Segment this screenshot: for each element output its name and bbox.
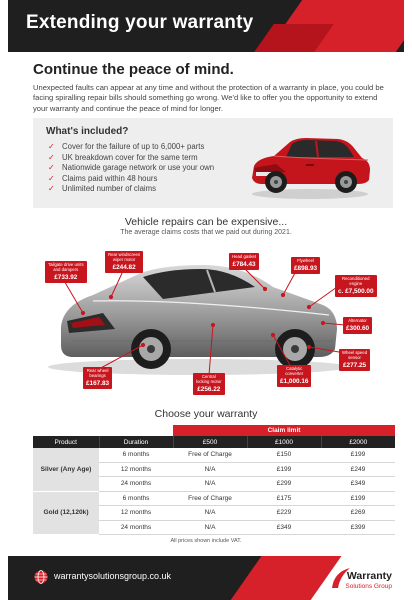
repair-cost-tag: Alternator £300.60 [343, 317, 372, 334]
list-item: ✓ Claims paid within 48 hours [48, 173, 158, 183]
table-row: 12 months N/A £199 £249 [33, 462, 395, 477]
table-row: 24 months N/A £349 £399 [33, 520, 395, 535]
page-title: Extending your warranty [26, 12, 254, 33]
repairs-heading: Vehicle repairs can be expensive... [124, 216, 288, 228]
repair-cost-tag: Reconditioned engine c. £7,500.00 [335, 275, 377, 297]
globe-icon [34, 570, 48, 584]
table-row: 24 months N/A £299 £349 [33, 477, 395, 492]
column-header: £500 [173, 436, 247, 448]
warranty-price-table [33, 425, 395, 535]
repair-cost-tag: Rear windscreen wiper motor £244.82 [105, 251, 143, 273]
logo-text: Warranty [346, 570, 392, 582]
included-title: What's included? [46, 126, 129, 137]
claim-limit-header: Claim limit [173, 425, 395, 436]
repair-cost-tag: Tailgate drive units and dampers £733.92 [45, 261, 87, 283]
list-item: ✓ Unlimited number of claims [48, 184, 157, 194]
repair-cost-tag: Rear wheel bearings £167.83 [83, 367, 112, 389]
included-list [48, 142, 214, 195]
check-icon: ✓ [48, 152, 55, 162]
check-icon: ✓ [48, 173, 55, 183]
product-cell: Gold (12,120k) [33, 491, 99, 535]
list-item: ✓ UK breakdown cover for the same term [48, 152, 198, 162]
repair-costs-diagram [33, 245, 393, 403]
website-link[interactable]: warrantysolutionsgroup.co.uk [54, 571, 172, 581]
check-icon: ✓ [48, 163, 55, 173]
product-cell: Silver (Any Age) [33, 448, 99, 491]
repair-cost-tag: Head gasket £784.43 [229, 253, 259, 270]
repair-cost-tag: Central locking motor £256.22 [193, 373, 225, 395]
list-item: ✓ Nationwide garage network or use your own [48, 163, 215, 173]
column-header: Duration [99, 436, 173, 448]
vat-note: All prices shown include VAT. [170, 538, 242, 544]
claim-limit-row [33, 425, 395, 436]
red-suv-image [246, 128, 374, 200]
check-icon: ✓ [48, 184, 55, 194]
column-header: £2000 [321, 436, 395, 448]
logo-subtext: Solutions Group [345, 583, 392, 590]
intro-paragraph: Unexpected faults can appear at any time and without the protection of a warranty in place, you could be facing spiralling repair bills should something go wrong. We'd like to offer you the opportunity to extend your warranty and continue the peace of mind for longer. [33, 83, 384, 113]
table-row: Gold (12,120k) 6 months Free of Charge £175 £199 [33, 491, 395, 506]
table-header-row [33, 436, 395, 448]
choose-heading: Choose your warranty [154, 408, 258, 420]
repair-cost-tag: Flywheel £898.93 [291, 257, 320, 274]
check-icon: ✓ [48, 142, 55, 151]
footer-banner [8, 556, 404, 600]
table-row: 12 months N/A £229 £269 [33, 506, 395, 521]
repairs-subheading: The average claims costs that we paid out during 2021. [120, 229, 292, 236]
header-banner [8, 0, 404, 52]
repair-cost-tag: Catalytic converter £1,000.16 [277, 365, 311, 387]
column-header: Product [33, 436, 99, 448]
intro-heading: Continue the peace of mind. [33, 61, 234, 78]
repair-cost-tag: Wheel speed sensor £277.25 [339, 349, 370, 371]
table-row: Silver (Any Age) 6 months Free of Charge £150 £199 [33, 448, 395, 462]
column-header: £1000 [247, 436, 321, 448]
list-item: ✓ Cover for the failure of up to 6,000+ parts [48, 142, 205, 151]
